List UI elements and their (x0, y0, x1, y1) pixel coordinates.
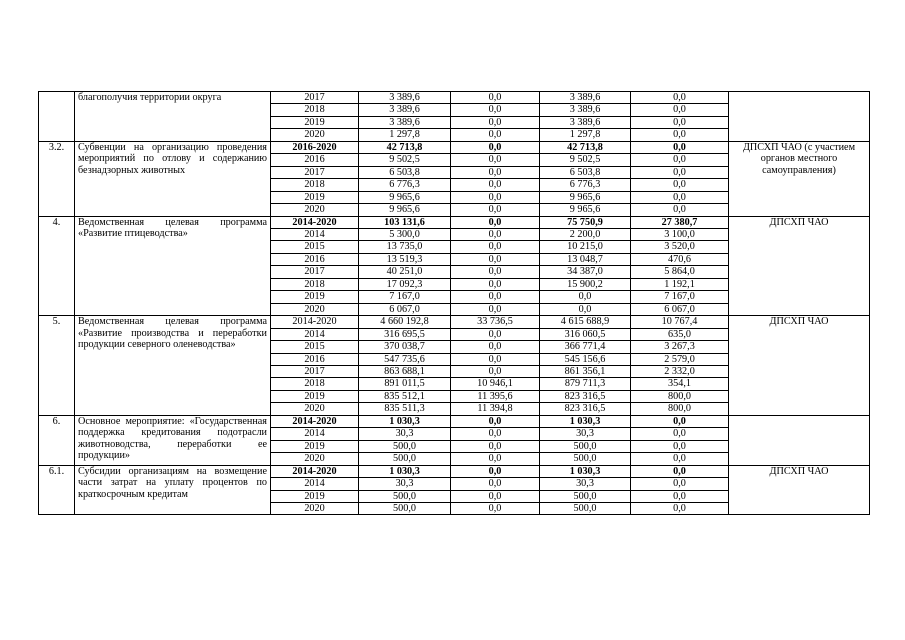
federal-budget-cell: 10 946,1 (451, 378, 540, 390)
other-sources-cell: 0,0 (631, 465, 729, 477)
budget-table (38, 91, 870, 515)
total-cell: 3 389,6 (359, 104, 451, 116)
year-cell: 2014-2020 (271, 216, 359, 228)
executor-cell: ДПСХП ЧАО (729, 316, 870, 416)
federal-budget-cell: 0,0 (451, 365, 540, 377)
federal-budget-cell: 0,0 (451, 216, 540, 228)
total-cell: 103 131,6 (359, 216, 451, 228)
total-cell: 1 030,3 (359, 465, 451, 477)
total-cell: 835 512,1 (359, 390, 451, 402)
federal-budget-cell: 0,0 (451, 204, 540, 216)
other-sources-cell: 0,0 (631, 154, 729, 166)
item-number-cell: 3.2. (39, 141, 75, 216)
executor-cell: ДПСХП ЧАО (729, 216, 870, 316)
other-sources-cell: 0,0 (631, 453, 729, 465)
year-cell: 2019 (271, 191, 359, 203)
okrug-budget-cell: 1 030,3 (540, 415, 631, 427)
total-cell: 835 511,3 (359, 403, 451, 415)
other-sources-cell: 2 332,0 (631, 365, 729, 377)
total-cell: 3 389,6 (359, 92, 451, 104)
okrug-budget-cell: 366 771,4 (540, 341, 631, 353)
year-cell: 2016 (271, 154, 359, 166)
year-cell: 2014 (271, 228, 359, 240)
other-sources-cell: 0,0 (631, 490, 729, 502)
total-cell: 9 502,5 (359, 154, 451, 166)
other-sources-cell: 635,0 (631, 328, 729, 340)
federal-budget-cell: 0,0 (451, 303, 540, 315)
item-name-cell: Субвенции на организацию проведения мероприятий по отлову и содержанию безнадзорных животных (75, 141, 271, 216)
year-cell: 2020 (271, 129, 359, 141)
table-row (39, 141, 870, 153)
okrug-budget-cell: 823 316,5 (540, 390, 631, 402)
federal-budget-cell: 0,0 (451, 428, 540, 440)
total-cell: 1 297,8 (359, 129, 451, 141)
year-cell: 2018 (271, 378, 359, 390)
year-cell: 2014-2020 (271, 415, 359, 427)
okrug-budget-cell: 13 048,7 (540, 253, 631, 265)
item-name-cell: Ведомственная целевая программа «Развитие птицеводства» (75, 216, 271, 316)
table-row (39, 216, 870, 228)
executor-cell: ДПСХП ЧАО (729, 465, 870, 515)
okrug-budget-cell: 9 502,5 (540, 154, 631, 166)
year-cell: 2014 (271, 428, 359, 440)
okrug-budget-cell: 42 713,8 (540, 141, 631, 153)
total-cell: 6 067,0 (359, 303, 451, 315)
okrug-budget-cell: 3 389,6 (540, 104, 631, 116)
other-sources-cell: 3 267,3 (631, 341, 729, 353)
year-cell: 2020 (271, 303, 359, 315)
year-cell: 2014-2020 (271, 465, 359, 477)
other-sources-cell: 0,0 (631, 166, 729, 178)
other-sources-cell: 0,0 (631, 141, 729, 153)
okrug-budget-cell: 3 389,6 (540, 116, 631, 128)
other-sources-cell: 0,0 (631, 179, 729, 191)
federal-budget-cell: 0,0 (451, 415, 540, 427)
other-sources-cell: 0,0 (631, 191, 729, 203)
executor-cell: ДПСХП ЧАО (с участием органов местного самоуправления) (729, 141, 870, 216)
other-sources-cell: 27 380,7 (631, 216, 729, 228)
total-cell: 40 251,0 (359, 266, 451, 278)
okrug-budget-cell: 1 297,8 (540, 129, 631, 141)
other-sources-cell: 0,0 (631, 440, 729, 452)
item-number-cell: 6.1. (39, 465, 75, 515)
okrug-budget-cell: 500,0 (540, 502, 631, 514)
federal-budget-cell: 33 736,5 (451, 316, 540, 328)
okrug-budget-cell: 6 503,8 (540, 166, 631, 178)
budget-table-body (39, 92, 870, 515)
total-cell: 9 965,6 (359, 204, 451, 216)
executor-cell (729, 415, 870, 465)
total-cell: 863 688,1 (359, 365, 451, 377)
federal-budget-cell: 0,0 (451, 453, 540, 465)
year-cell: 2016 (271, 353, 359, 365)
total-cell: 42 713,8 (359, 141, 451, 153)
other-sources-cell: 800,0 (631, 403, 729, 415)
year-cell: 2015 (271, 241, 359, 253)
item-number-cell: 5. (39, 316, 75, 416)
year-cell: 2015 (271, 341, 359, 353)
okrug-budget-cell: 30,3 (540, 428, 631, 440)
okrug-budget-cell: 15 900,2 (540, 278, 631, 290)
okrug-budget-cell: 823 316,5 (540, 403, 631, 415)
okrug-budget-cell: 9 965,6 (540, 204, 631, 216)
okrug-budget-cell: 9 965,6 (540, 191, 631, 203)
federal-budget-cell: 0,0 (451, 478, 540, 490)
year-cell: 2019 (271, 291, 359, 303)
year-cell: 2017 (271, 365, 359, 377)
year-cell: 2019 (271, 440, 359, 452)
year-cell: 2019 (271, 390, 359, 402)
year-cell: 2020 (271, 204, 359, 216)
okrug-budget-cell: 30,3 (540, 478, 631, 490)
total-cell: 30,3 (359, 428, 451, 440)
other-sources-cell: 10 767,4 (631, 316, 729, 328)
federal-budget-cell: 0,0 (451, 129, 540, 141)
okrug-budget-cell: 1 030,3 (540, 465, 631, 477)
other-sources-cell: 354,1 (631, 378, 729, 390)
federal-budget-cell: 11 395,6 (451, 390, 540, 402)
federal-budget-cell: 0,0 (451, 104, 540, 116)
year-cell: 2019 (271, 116, 359, 128)
year-cell: 2018 (271, 104, 359, 116)
other-sources-cell: 2 579,0 (631, 353, 729, 365)
federal-budget-cell: 0,0 (451, 278, 540, 290)
federal-budget-cell: 0,0 (451, 440, 540, 452)
table-row (39, 92, 870, 104)
okrug-budget-cell: 2 200,0 (540, 228, 631, 240)
year-cell: 2019 (271, 490, 359, 502)
okrug-budget-cell: 500,0 (540, 440, 631, 452)
total-cell: 500,0 (359, 440, 451, 452)
total-cell: 7 167,0 (359, 291, 451, 303)
total-cell: 370 038,7 (359, 341, 451, 353)
total-cell: 6 503,8 (359, 166, 451, 178)
okrug-budget-cell: 0,0 (540, 291, 631, 303)
table-row (39, 415, 870, 427)
other-sources-cell: 0,0 (631, 92, 729, 104)
total-cell: 500,0 (359, 502, 451, 514)
year-cell: 2016 (271, 253, 359, 265)
year-cell: 2020 (271, 453, 359, 465)
federal-budget-cell: 0,0 (451, 154, 540, 166)
other-sources-cell: 470,6 (631, 253, 729, 265)
item-number-cell (39, 92, 75, 142)
okrug-budget-cell: 500,0 (540, 453, 631, 465)
okrug-budget-cell: 34 387,0 (540, 266, 631, 278)
okrug-budget-cell: 3 389,6 (540, 92, 631, 104)
total-cell: 500,0 (359, 490, 451, 502)
year-cell: 2018 (271, 179, 359, 191)
federal-budget-cell: 11 394,8 (451, 403, 540, 415)
executor-cell (729, 92, 870, 142)
federal-budget-cell: 0,0 (451, 502, 540, 514)
total-cell: 891 011,5 (359, 378, 451, 390)
federal-budget-cell: 0,0 (451, 92, 540, 104)
total-cell: 30,3 (359, 478, 451, 490)
federal-budget-cell: 0,0 (451, 291, 540, 303)
year-cell: 2014-2020 (271, 316, 359, 328)
federal-budget-cell: 0,0 (451, 328, 540, 340)
other-sources-cell: 0,0 (631, 129, 729, 141)
item-name-cell: Субсидии организациям на возмещение части затрат на уплату процентов по краткосрочным кредитам (75, 465, 271, 515)
total-cell: 3 389,6 (359, 116, 451, 128)
federal-budget-cell: 0,0 (451, 166, 540, 178)
total-cell: 547 735,6 (359, 353, 451, 365)
total-cell: 500,0 (359, 453, 451, 465)
other-sources-cell: 0,0 (631, 116, 729, 128)
other-sources-cell: 0,0 (631, 428, 729, 440)
federal-budget-cell: 0,0 (451, 465, 540, 477)
federal-budget-cell: 0,0 (451, 341, 540, 353)
total-cell: 13 519,3 (359, 253, 451, 265)
federal-budget-cell: 0,0 (451, 191, 540, 203)
okrug-budget-cell: 500,0 (540, 490, 631, 502)
total-cell: 5 300,0 (359, 228, 451, 240)
item-name-cell: Основное мероприятие: «Государственная поддержка кредитования подотрасли животноводства, переработки ее продукции» (75, 415, 271, 465)
okrug-budget-cell: 316 060,5 (540, 328, 631, 340)
total-cell: 4 660 192,8 (359, 316, 451, 328)
total-cell: 9 965,6 (359, 191, 451, 203)
other-sources-cell: 5 864,0 (631, 266, 729, 278)
other-sources-cell: 0,0 (631, 104, 729, 116)
other-sources-cell: 6 067,0 (631, 303, 729, 315)
year-cell: 2017 (271, 92, 359, 104)
federal-budget-cell: 0,0 (451, 241, 540, 253)
other-sources-cell: 800,0 (631, 390, 729, 402)
federal-budget-cell: 0,0 (451, 228, 540, 240)
year-cell: 2020 (271, 403, 359, 415)
other-sources-cell: 0,0 (631, 204, 729, 216)
federal-budget-cell: 0,0 (451, 266, 540, 278)
item-number-cell: 6. (39, 415, 75, 465)
other-sources-cell: 7 167,0 (631, 291, 729, 303)
federal-budget-cell: 0,0 (451, 116, 540, 128)
item-number-cell: 4. (39, 216, 75, 316)
okrug-budget-cell: 75 750,9 (540, 216, 631, 228)
federal-budget-cell: 0,0 (451, 490, 540, 502)
year-cell: 2020 (271, 502, 359, 514)
other-sources-cell: 1 192,1 (631, 278, 729, 290)
year-cell: 2014 (271, 478, 359, 490)
year-cell: 2016-2020 (271, 141, 359, 153)
item-name-cell: благополучия территории округа (75, 92, 271, 142)
total-cell: 316 695,5 (359, 328, 451, 340)
okrug-budget-cell: 879 711,3 (540, 378, 631, 390)
year-cell: 2017 (271, 166, 359, 178)
federal-budget-cell: 0,0 (451, 141, 540, 153)
okrug-budget-cell: 6 776,3 (540, 179, 631, 191)
table-row (39, 316, 870, 328)
other-sources-cell: 3 520,0 (631, 241, 729, 253)
other-sources-cell: 0,0 (631, 415, 729, 427)
okrug-budget-cell: 861 356,1 (540, 365, 631, 377)
year-cell: 2014 (271, 328, 359, 340)
total-cell: 6 776,3 (359, 179, 451, 191)
okrug-budget-cell: 10 215,0 (540, 241, 631, 253)
okrug-budget-cell: 0,0 (540, 303, 631, 315)
federal-budget-cell: 0,0 (451, 253, 540, 265)
year-cell: 2017 (271, 266, 359, 278)
table-row (39, 465, 870, 477)
federal-budget-cell: 0,0 (451, 353, 540, 365)
okrug-budget-cell: 4 615 688,9 (540, 316, 631, 328)
federal-budget-cell: 0,0 (451, 179, 540, 191)
other-sources-cell: 0,0 (631, 502, 729, 514)
total-cell: 17 092,3 (359, 278, 451, 290)
other-sources-cell: 0,0 (631, 478, 729, 490)
total-cell: 1 030,3 (359, 415, 451, 427)
okrug-budget-cell: 545 156,6 (540, 353, 631, 365)
other-sources-cell: 3 100,0 (631, 228, 729, 240)
year-cell: 2018 (271, 278, 359, 290)
total-cell: 13 735,0 (359, 241, 451, 253)
item-name-cell: Ведомственная целевая программа «Развитие производства и переработки продукции северного оленеводства» (75, 316, 271, 416)
